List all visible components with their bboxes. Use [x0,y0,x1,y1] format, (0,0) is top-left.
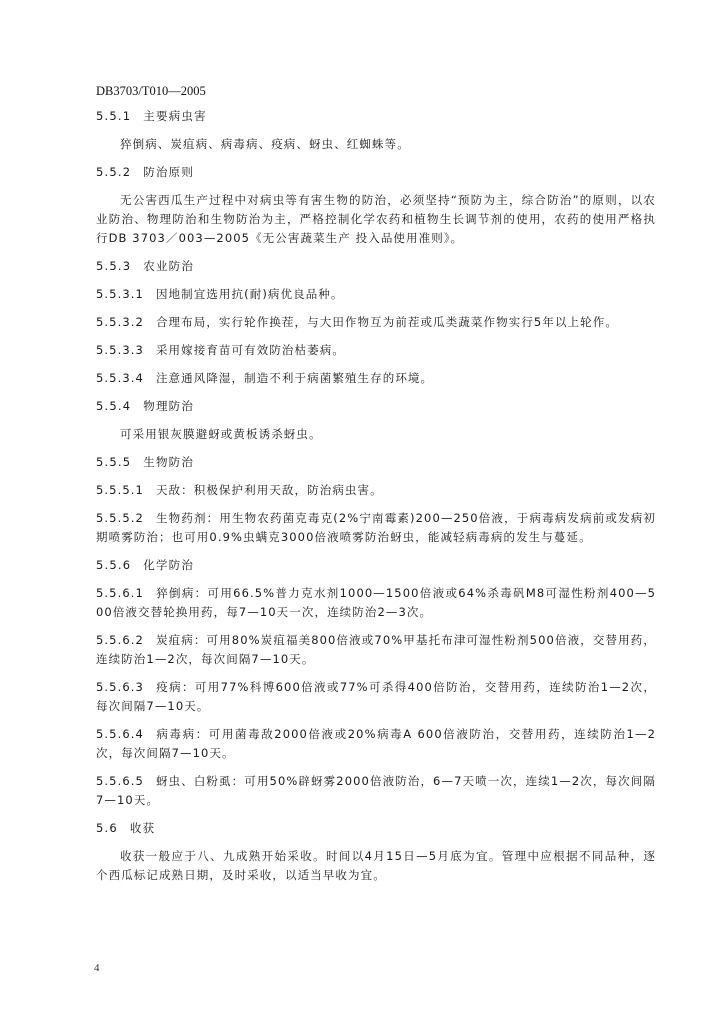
clause-number: 5.5.5.2 [96,511,144,525]
section-number: 5.5.1 [96,109,132,123]
page-number: 4 [94,962,100,974]
section-title: 收获 [129,821,156,835]
section-number: 5.5.5 [96,455,132,469]
section-paragraph: 无公害西瓜生产过程中对病虫等有害生物的防治，必须坚持“预防为主，综合防治”的原则，以农业防治、物理防治和生物防治为主，严格控制化学农药和植物生长调节剂的使用，农药的使用严格执行DB 3703／003—2005《无公害蔬菜生产 投入品使用准则》。 [96,193,656,245]
clause-5-5-6-3 [96,678,656,716]
section-title: 主要病虫害 [143,109,207,123]
clause-number: 5.5.3.2 [96,315,144,329]
clause-number: 5.5.3.1 [96,287,144,301]
section-title: 化学防治 [143,558,195,572]
section-paragraph: 猝倒病、炭疽病、病毒病、疫病、蚜虫、红蜘蛛等。 [120,137,410,151]
clause-text: 病毒病：可用菌毒敌2000倍液或20%病毒A 600倍液防治，交替用药，连续防治1—2次，每次间隔7—10天。 [96,727,656,760]
clause-5-5-6-1 [96,584,656,622]
section-title: 生物防治 [143,455,195,469]
section-number: 5.5.2 [96,165,132,179]
clause-5-5-6-5 [96,772,656,810]
clause-text: 炭疽病：可用80%炭疽福美800倍液或70%甲基托布津可湿性粉剂500倍液，交替用药，连续防治1—2次，每次间隔7—10天。 [96,633,656,666]
clause-number: 5.5.6.1 [96,586,144,600]
clause-number: 5.5.6.5 [96,774,144,788]
clause-number: 5.5.3.3 [96,343,144,357]
standard-code-header: DB3703/T010—2005 [96,84,206,98]
clause-number: 5.5.6.2 [96,633,144,647]
clause-text: 因地制宜选用抗(耐)病优良品种。 [155,287,344,301]
section-heading-5-5-1 [96,107,656,126]
clause-text: 采用嫁接育苗可有效防治枯萎病。 [155,343,345,357]
section-paragraph: 收获一般应于八、九成熟开始采收。时间以4月15日—5月底为宜。管理中应根据不同品种，逐个西瓜标记成熟日期，及时采收，以适当早收为宜。 [96,849,656,882]
section-number: 5.6 [96,821,118,835]
clause-number: 5.5.3.4 [96,371,144,385]
clause-5-5-3-4 [96,369,656,388]
section-title: 物理防治 [143,399,195,413]
document-body [96,107,656,894]
clause-text: 生物药剂：用生物农药菌克毒克(2%宁南霉素)200—250倍液，于病毒病发病前或发病初期喷雾防治；也可用0.9%虫螨克3000倍液喷雾防治蚜虫，能减轻病毒病的发生与蔓延。 [96,511,656,544]
section-heading-5-5-2 [96,163,656,182]
clause-number: 5.5.5.1 [96,483,144,497]
clause-5-5-3-2 [96,313,656,332]
clause-5-5-6-4 [96,725,656,763]
clause-5-5-6-2 [96,631,656,669]
section-title: 防治原则 [143,165,195,179]
clause-number: 5.5.6.4 [96,727,144,741]
clause-text: 天敌：积极保护利用天敌，防治病虫害。 [155,483,383,497]
section-heading-5-5-6 [96,556,656,575]
section-heading-5-5-5 [96,453,656,472]
clause-5-5-5-1 [96,481,656,500]
clause-text: 注意通风降湿，制造不利于病菌繁殖生存的环境。 [155,371,434,385]
section-number: 5.5.3 [96,259,132,273]
clause-5-5-3-3 [96,341,656,360]
section-paragraph: 可采用银灰膜避蚜或黄板诱杀蚜虫。 [120,427,322,441]
clause-text: 蚜虫、白粉虱：可用50%辟蚜雾2000倍液防治，6—7天喷一次，连续1—2次，每次间隔7—10天。 [96,774,656,807]
section-heading-5-5-3 [96,257,656,276]
section-number: 5.5.4 [96,399,132,413]
clause-text: 猝倒病：可用66.5%普力克水剂1000—1500倍液或64%杀毒矾M8可湿性粉剂400—500倍液交替轮换用药，每7—10天一次，连续防治2—3次。 [96,586,656,619]
clause-number: 5.5.6.3 [96,680,144,694]
clause-5-5-5-2 [96,509,656,547]
section-heading-5-6 [96,819,656,838]
section-title: 农业防治 [143,259,195,273]
section-number: 5.5.6 [96,558,132,572]
clause-text: 合理布局，实行轮作换茬，与大田作物互为前茬或瓜类蔬菜作物实行5年以上轮作。 [155,315,618,329]
clause-5-5-3-1 [96,285,656,304]
section-heading-5-5-4 [96,397,656,416]
clause-text: 疫病：可用77%科博600倍液或77%可杀得400倍防治，交替用药，连续防治1—2次，每次间隔7—10天。 [96,680,656,713]
